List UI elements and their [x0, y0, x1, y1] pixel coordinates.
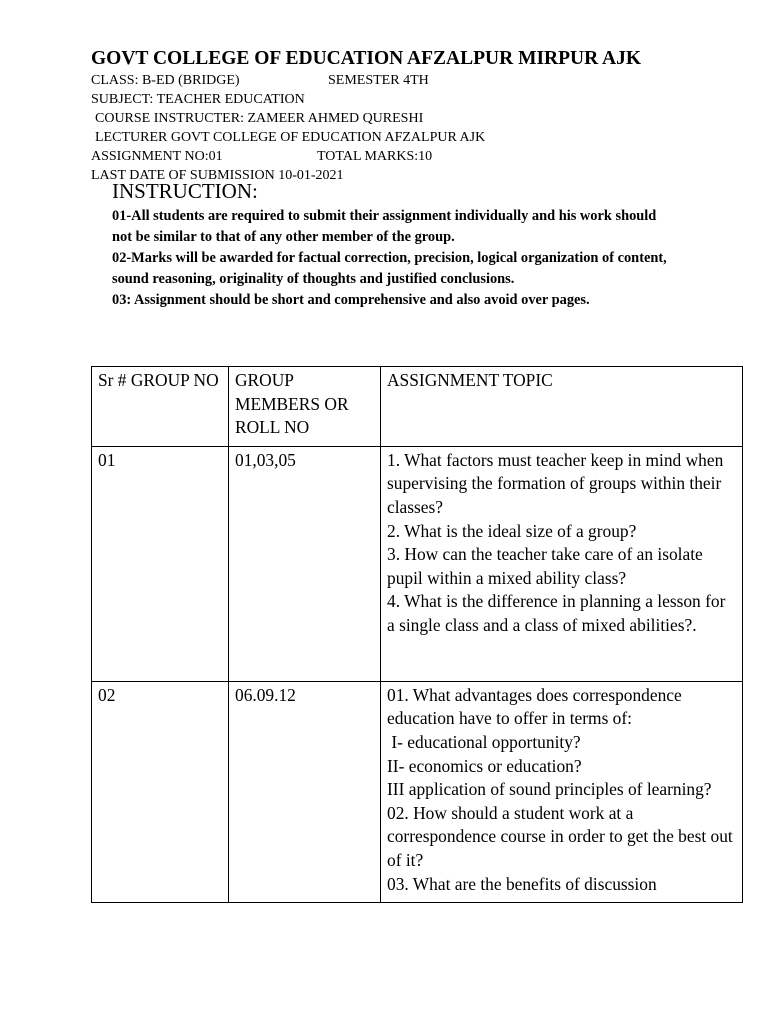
total-marks: TOTAL MARKS:10 — [317, 149, 433, 164]
college-title: GOVT COLLEGE OF EDUCATION AFZALPUR MIRPUR AJK — [91, 48, 642, 69]
group-members-cell: 06.09.12 — [229, 681, 381, 902]
topic-question: 03. What are the benefits of discussion — [387, 873, 657, 894]
topic-question: 01. What advantages does correspondence education have to offer in terms of: — [387, 684, 682, 729]
assignment-line — [91, 147, 641, 166]
header-group-no: Sr # GROUP NO — [92, 367, 229, 447]
subject-line: SUBJECT: TEACHER EDUCATION — [91, 92, 305, 107]
topic-question: 02. How should a student work at a correspondence course in order to get the best out of it? — [387, 802, 733, 870]
topic-subitem: I- educational opportunity? — [387, 731, 581, 752]
table-header-row — [92, 367, 743, 447]
group-number-cell: 01 — [92, 446, 229, 681]
table-row — [92, 446, 743, 681]
assignment-table — [91, 366, 743, 903]
topic-subitem: III application of sound principles of learning? — [387, 779, 712, 800]
topic-question: 3. How can the teacher take care of an isolate pupil within a mixed ability class? — [387, 544, 703, 588]
topic-question: 1. What factors must teacher keep in mind when supervising the formation of groups within their classes? — [387, 449, 724, 517]
topic-question: 4. What is the difference in planning a lesson for a single class and a class of mixed abilities?. — [387, 591, 726, 635]
instructor-line: COURSE INSTRUCTER: ZAMEER AHMED QURESHI — [95, 111, 424, 126]
assignment-number: ASSIGNMENT NO:01 — [91, 149, 223, 164]
assignment-topic-cell — [381, 446, 743, 681]
instructions-block — [112, 178, 672, 311]
instruction-item: 03: Assignment should be short and comprehensive and also avoid over pages. — [112, 292, 590, 308]
instruction-item: 02-Marks will be awarded for factual correction, precision, logical organization of content, sound reasoning, originality of thoughts and justified conclusions. — [112, 250, 667, 287]
assignment-topic-cell — [381, 681, 743, 902]
table-row — [92, 681, 743, 902]
topic-question: 2. What is the ideal size of a group? — [387, 520, 637, 541]
instructions-heading: INSTRUCTION: — [112, 179, 258, 203]
submission-date-line: LAST DATE OF SUBMISSION 10-01-2021 — [91, 168, 344, 183]
group-number-cell: 02 — [92, 681, 229, 902]
document-header — [91, 48, 641, 185]
lecturer-line: LECTURER GOVT COLLEGE OF EDUCATION AFZALPUR AJK — [95, 130, 486, 145]
header-assignment-topic: ASSIGNMENT TOPIC — [381, 367, 743, 447]
group-members-cell: 01,03,05 — [229, 446, 381, 681]
header-group-members: GROUP MEMBERS OR ROLL NO — [229, 367, 381, 447]
class-line — [91, 71, 641, 90]
topic-subitem: II- economics or education? — [387, 755, 582, 776]
class-label: CLASS: B-ED (BRIDGE) — [91, 73, 240, 88]
instruction-item: 01-All students are required to submit their assignment individually and his work should not be similar to that of any other member of the group. — [112, 208, 657, 245]
semester-label: SEMESTER 4TH — [328, 73, 429, 88]
